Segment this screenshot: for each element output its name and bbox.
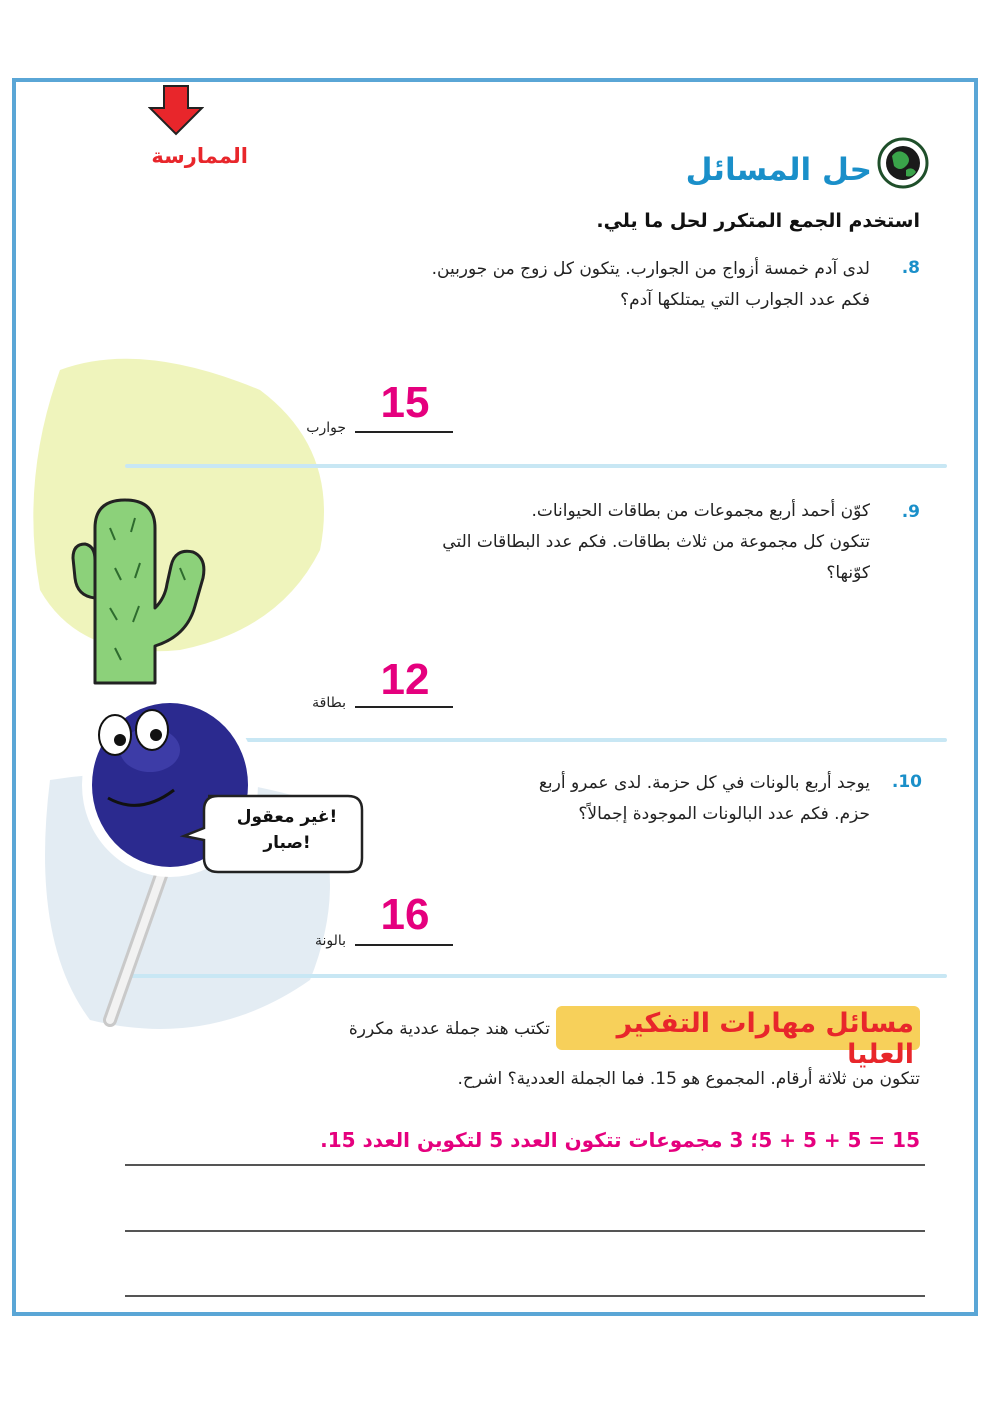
question-line: كوّنها؟: [826, 563, 870, 583]
answer-unit: بطاقة: [312, 695, 346, 711]
question-number: 8.: [901, 258, 920, 278]
bubble-line: غير معقول!: [236, 807, 338, 827]
question-line: لدى آدم خمسة أزواج من الجوارب. يتكون كل زوج من جوربين.: [431, 259, 870, 279]
question-number: 10.: [891, 772, 922, 792]
hots-question-line2: تتكون من ثلاثة أرقام. المجموع هو 15. فما الجملة العددية؟ اشرح.: [457, 1069, 920, 1089]
instruction: استخدم الجمع المتكرر لحل ما يلي.: [596, 210, 920, 232]
answer-unit: بالونة: [314, 933, 346, 949]
answer-line: [355, 944, 453, 946]
writing-line: [125, 1295, 925, 1297]
question-9-text: [230, 496, 870, 589]
question-line: يوجد أربع بالونات في كل حزمة. لدى عمرو أربع: [538, 773, 870, 793]
question-8-text: [230, 254, 870, 316]
answer-value: 16: [380, 890, 430, 939]
question-line: فكم عدد الجوارب التي يمتلكها آدم؟: [620, 290, 870, 310]
answer-value: 12: [380, 655, 430, 704]
writing-line: [125, 1230, 925, 1232]
question-number: 9.: [901, 502, 920, 522]
question-line: تتكون كل مجموعة من ثلاث بطاقات. فكم عدد البطاقات التي: [442, 532, 870, 552]
hots-title: مسائل مهارات التفكير العليا: [616, 1008, 914, 1070]
section-title: حل المسائل: [685, 152, 872, 188]
down-arrow-icon: [148, 84, 204, 136]
answer-unit: جوارب: [306, 420, 346, 436]
writing-line: [125, 1164, 925, 1166]
separator: [125, 464, 947, 468]
answer-line: [355, 431, 453, 433]
question-10-text: [380, 768, 870, 830]
answer-line: [355, 706, 453, 708]
speech-bubble: [212, 804, 362, 856]
question-line: حزم. فكم عدد البالونات الموجودة إجمالاً؟: [578, 804, 870, 824]
hots-question-line1: تكتب هند جملة عددية مكررة: [348, 1019, 550, 1039]
question-line: كوّن أحمد أربع مجموعات من بطاقات الحيوانات.: [531, 501, 870, 521]
globe-icon: [876, 136, 930, 190]
practice-label: الممارسة: [151, 144, 248, 168]
cactus-illustration: [55, 488, 240, 693]
bubble-line: صبار!: [263, 833, 311, 853]
answer-value: 15: [380, 378, 430, 427]
hots-answer: 15 = 5 + 5 + 5؛ 3 مجموعات تتكون العدد 5 لتكوين العدد 15.: [320, 1128, 920, 1152]
